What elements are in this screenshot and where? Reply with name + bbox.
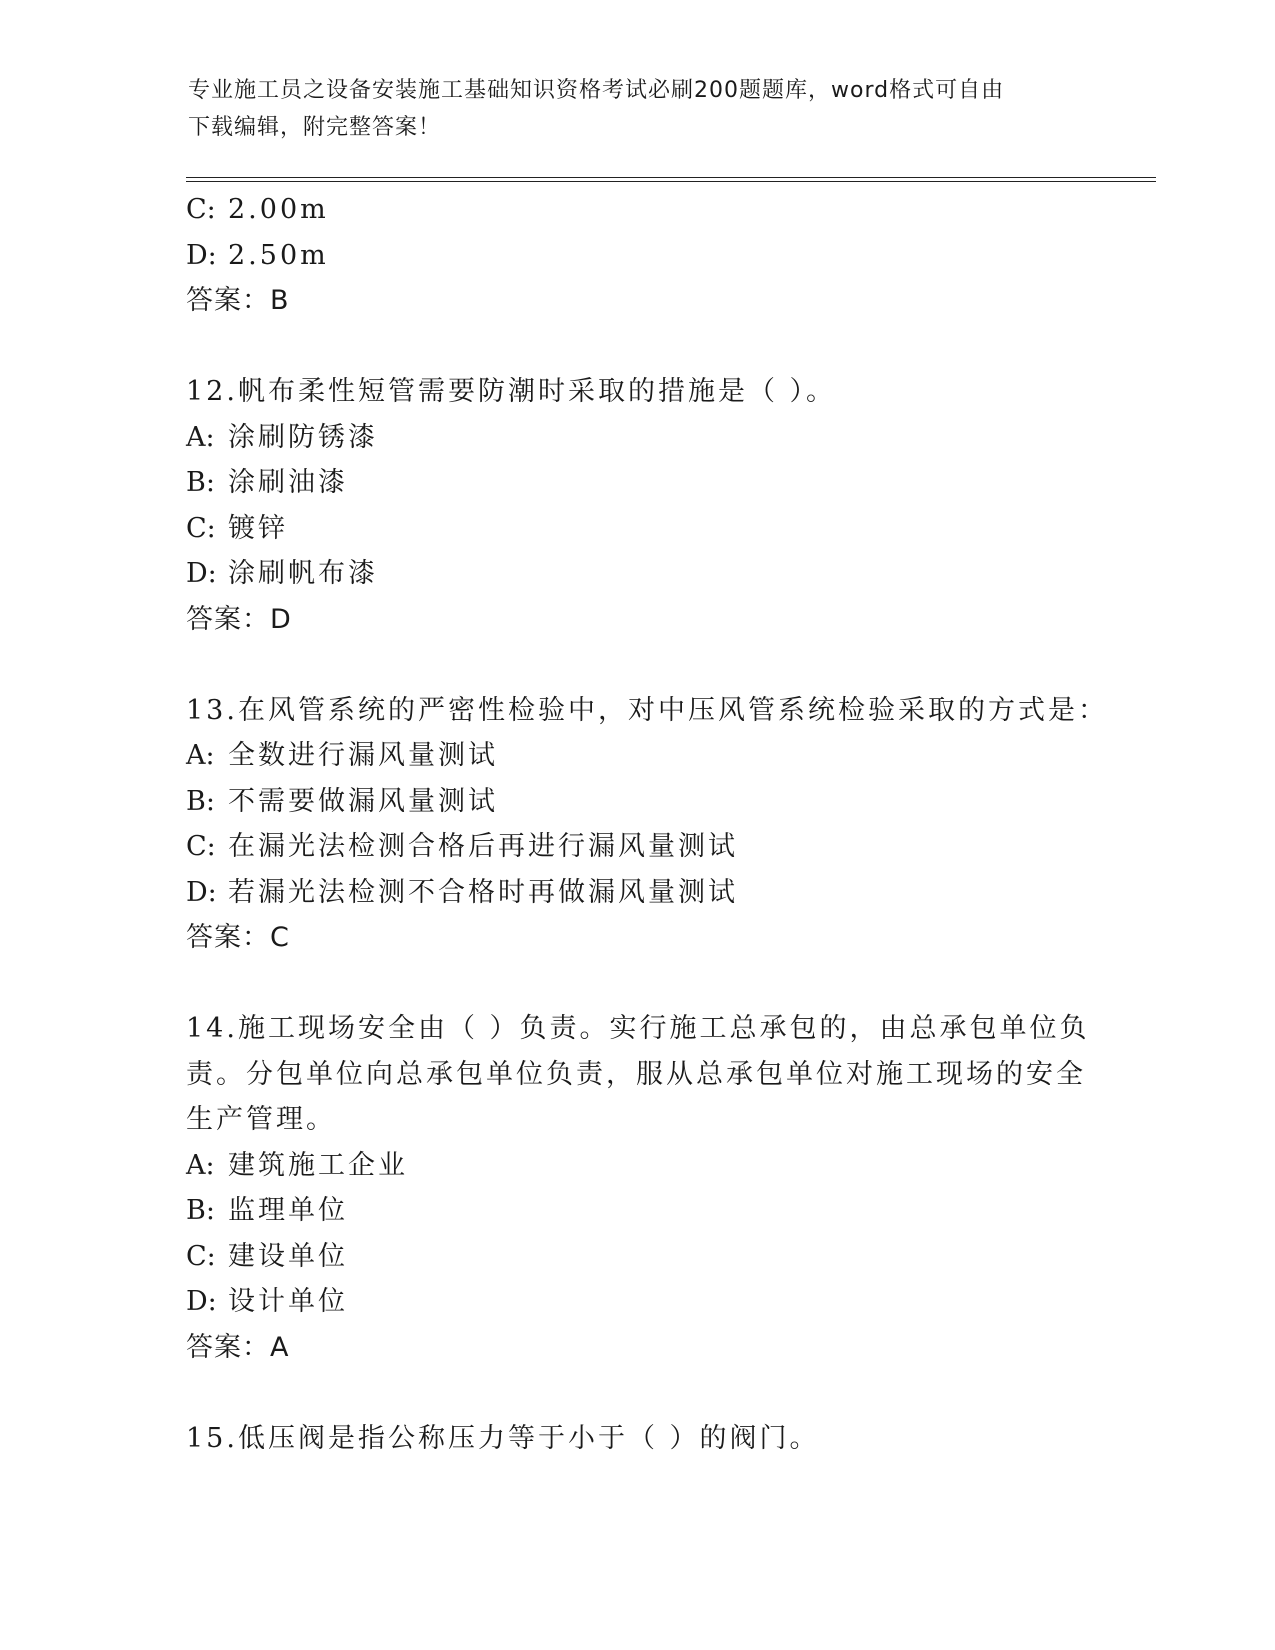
option-text: 涂刷帆布漆	[228, 558, 378, 589]
option-text: 全数进行漏风量测试	[228, 740, 498, 771]
option-letter: B:	[186, 785, 215, 817]
option-letter: C:	[186, 194, 216, 225]
option-text: 在漏光法检测合格后再进行漏风量测试	[228, 831, 738, 862]
question-15	[186, 1416, 1086, 1462]
question-stem-line-2: 责。分包单位向总承包单位负责，服从总承包单位对施工现场的安全	[186, 1058, 1086, 1090]
answer-line: 答案：B	[186, 285, 290, 316]
option-letter: A:	[186, 1149, 215, 1181]
option-text: 涂刷油漆	[228, 467, 348, 498]
question-11-tail	[186, 187, 1086, 324]
option-b	[186, 1188, 1086, 1234]
option-text: 若漏光法检测不合格时再做漏风量测试	[228, 876, 738, 908]
option-a	[186, 415, 1086, 461]
option-text: 建筑施工企业	[228, 1149, 408, 1181]
header-divider-top	[186, 177, 1156, 178]
option-c	[186, 824, 1086, 870]
spacer	[186, 642, 1086, 688]
option-c	[186, 187, 1086, 233]
option-letter: A:	[186, 421, 215, 453]
question-stem: 13.在风管系统的严密性检验中，对中压风管系统检验采取的方式是：	[186, 694, 1108, 726]
spacer	[186, 961, 1086, 1007]
option-letter: D:	[186, 876, 217, 908]
question-12	[186, 369, 1086, 642]
document-header	[188, 72, 1068, 146]
spacer	[186, 1370, 1086, 1416]
option-letter: D:	[186, 239, 217, 271]
header-line-2: 下载编辑，附完整答案！	[188, 115, 442, 140]
answer-line: 答案：C	[186, 922, 290, 953]
answer-line: 答案：A	[186, 1331, 290, 1363]
option-d	[186, 233, 1086, 279]
spacer	[186, 324, 1086, 370]
option-b	[186, 779, 1086, 825]
question-stem: 15.低压阀是指公称压力等于小于（ ）的阀门。	[186, 1422, 820, 1454]
option-text: 监理单位	[228, 1195, 348, 1226]
question-14	[186, 1006, 1090, 1370]
option-c	[186, 506, 1086, 552]
option-letter: B:	[186, 467, 215, 498]
option-text: 建设单位	[228, 1240, 348, 1272]
option-d	[186, 1279, 1086, 1325]
question-13	[186, 688, 1108, 961]
option-letter: B:	[186, 1195, 215, 1226]
option-letter: C:	[186, 512, 216, 544]
option-a	[186, 1143, 1086, 1189]
question-stem: 12.帆布柔性短管需要防潮时采取的措施是（ ）。	[186, 376, 837, 407]
option-text: 2.00m	[228, 194, 329, 225]
option-letter: D:	[186, 558, 217, 589]
option-letter: D:	[186, 1286, 217, 1317]
option-text: 涂刷防锈漆	[228, 421, 378, 453]
option-d	[186, 870, 1086, 916]
question-list	[186, 187, 1108, 1461]
question-stem-line-1: 14.施工现场安全由（ ）负责。实行施工总承包的，由总承包单位负	[186, 1013, 1090, 1044]
option-text: 不需要做漏风量测试	[228, 785, 498, 817]
header-line-1: 专业施工员之设备安装施工基础知识资格考试必刷200题题库，word格式可自由	[188, 78, 1005, 103]
option-text: 设计单位	[228, 1286, 348, 1317]
option-text: 镀锌	[228, 512, 288, 544]
option-d	[186, 551, 1086, 597]
option-letter: C:	[186, 1240, 216, 1272]
option-text: 2.50m	[228, 239, 329, 271]
question-stem-line-3: 生产管理。	[186, 1104, 336, 1135]
option-c	[186, 1234, 1086, 1280]
header-divider-bottom	[186, 181, 1156, 182]
option-letter: A:	[186, 740, 215, 771]
option-letter: C:	[186, 831, 216, 862]
answer-line: 答案：D	[186, 603, 292, 635]
option-b	[186, 460, 1086, 506]
option-a	[186, 733, 1086, 779]
